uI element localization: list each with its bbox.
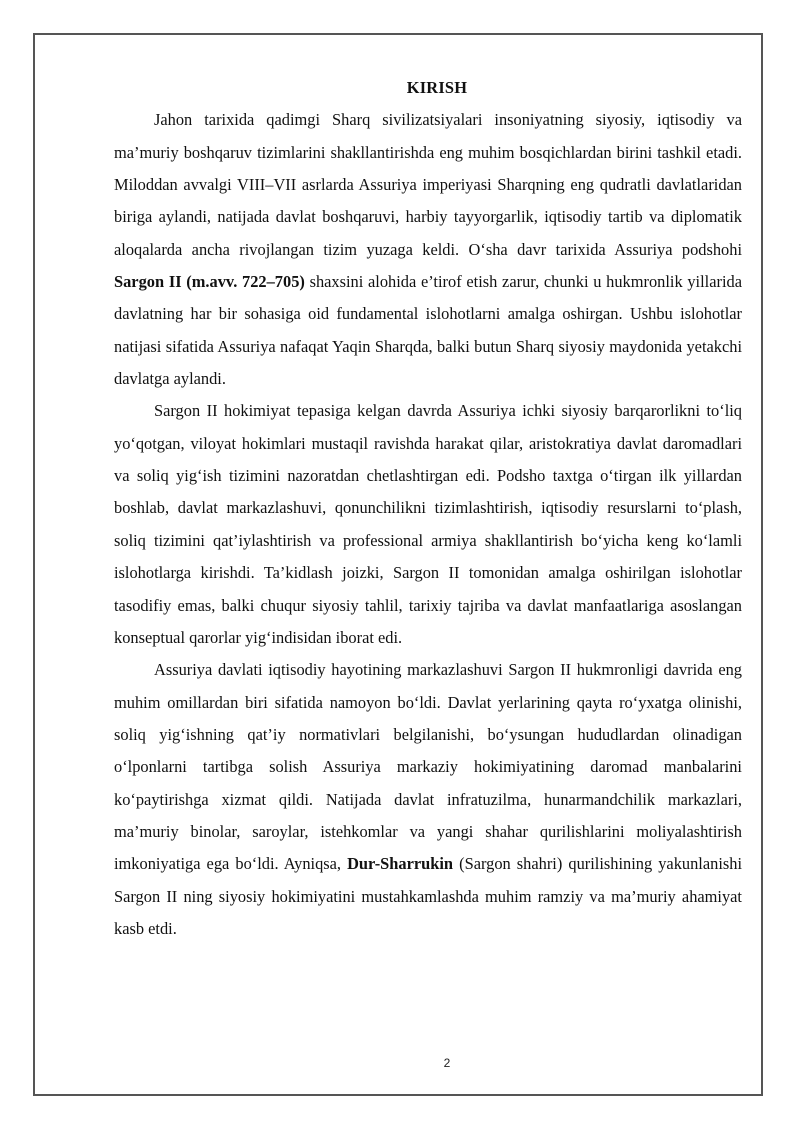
paragraph-2: Sargon II hokimiyat tepasiga kelgan davrda Assuriya ichki siyosiy barqarorlikni to‘liq yo‘qotgan, viloyat hokimlari mustaqil ravishda harakat qilar, aristokratiya davlat daromadlari va soliq yig‘ish tizimini nazoratdan chetlashtirgan edi. Podsho taxtga o‘tirgan ilk yillardan boshlab, davlat markazlashuvi, qonunchilikni tizimlashtirish, iqtisodiy resurslarni to‘plash, soliq tizimini qat’iylashtirish va professional armiya shakllantirish bo‘yicha keng ko‘lamli islohotlarga kirishdi. Ta’kidlash joizki, Sargon II tomonidan amalga oshirilgan islohotlar tasodifiy emas, balki chuqur siyosiy tahlil, tarixiy tajriba va davlat manfaatlariga asoslangan konseptual qarorlar yig‘indisidan iborat edi. xyxy=(114,401,742,647)
paragraph-3-bold: Dur-Sharrukin xyxy=(347,854,454,874)
paragraph-1-text-c: shaxsini alohida e’tirof etish zarur, chunki u hukmronlik yillarida davlatning har bir sohasiga oid fundamental islohotlarni amalga oshirgan. Ushbu islohotlar natijasi sifatida Assuriya nafaqat Yaqin Sharqda, balki butun Sharq siyosiy maydonida yetakchi davlatga aylandi. xyxy=(114,272,742,389)
document-body xyxy=(114,72,742,945)
document-title: KIRISH xyxy=(406,78,468,97)
paragraph-3-text-a: Assuriya davlati iqtisodiy hayotining markazlashuvi Sargon II hukmronligi davrida eng muhim omillardan biri sifatida namoyon bo‘ldi. Davlat yerlarining qayta ro‘yxatga olinishi, soliq yig‘ishning qat’iy normativlari belgilanishi, bo‘ysungan hududlardan olinadigan o‘lponlarni tartibga solish Assuriya markaziy hokimiyatining daromad manbalarini ko‘paytirishga xizmat qildi. Natijada davlat infratuzilma, hunarmandchilik markazlari, ma’muriy binolar, saroylar, istehkomlar va yangi shahar qurilishlarini moliyalashtirish imkoniyatiga ega bo‘ldi. Ayniqsa, xyxy=(114,660,742,874)
page-number: 2 xyxy=(443,1056,451,1070)
paragraph-3-text-c: (Sargon shahri) qurilishining yakunlanishi Sargon II ning siyosiy hokimiyatini mustahkamlashda muhim ramziy va ma’muriy ahamiyat kasb etdi. xyxy=(114,854,742,938)
paragraph-1-bold: Sargon II (m.avv. 722–705) xyxy=(114,272,305,292)
paragraph-1-text-a: Jahon tarixida qadimgi Sharq sivilizatsiyalari insoniyatning siyosiy, iqtisodiy va ma’muriy boshqaruv tizimlarini shakllantirishda eng muhim bosqichlardan birini tashkil etadi. Miloddan avvalgi VIII–VII asrlarda Assuriya imperiyasi Sharqning eng qudratli davlatlaridan biriga aylandi, natijada davlat boshqaruvi, harbiy tayyorgarlik, iqtisodiy tartib va diplomatik aloqalarda ancha rivojlangan tizim yuzaga keldi. O‘sha davr tarixida Assuriya podshohi xyxy=(114,110,742,259)
paragraph-1 xyxy=(114,104,742,395)
paragraph-3 xyxy=(114,654,742,945)
